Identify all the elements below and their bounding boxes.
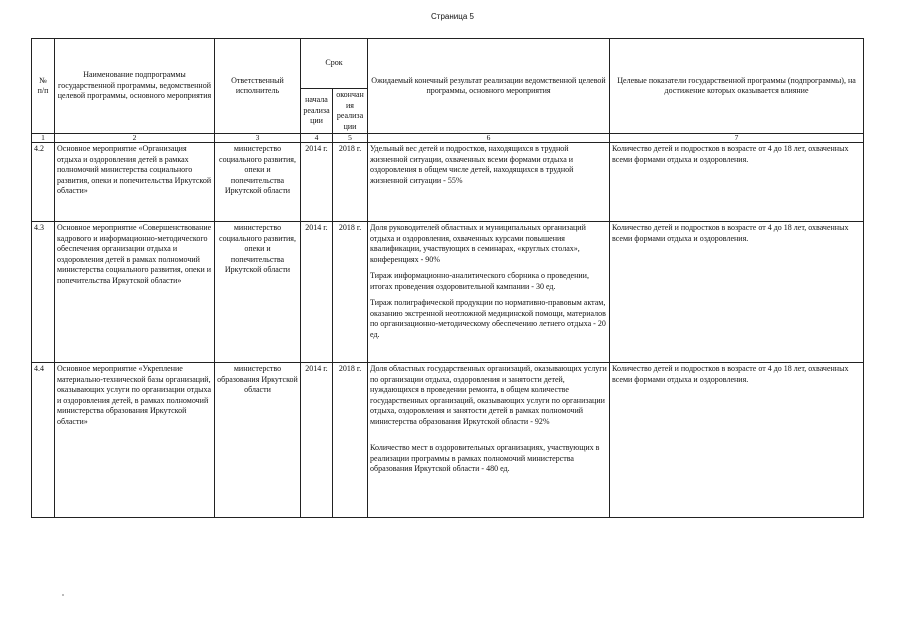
table-row <box>32 363 864 518</box>
row-start: 2014 г. <box>301 363 333 518</box>
row-number: 4.2 <box>32 143 55 222</box>
column-number: 6 <box>368 134 610 143</box>
row-start: 2014 г. <box>301 143 333 222</box>
result-paragraph: Доля областных государственных организаций, оказывающих услуги по организации отдыха, оздоровления и занятости детей, нуждающихся в проведении ремонта, в общем количестве государственных организаций, оказывающих услуги по организации отдыха, оздоровления и занятости детей в рамках полномочий министерства образования Иркутской области - 92% <box>370 364 607 426</box>
scan-speck <box>62 594 64 596</box>
row-end: 2018 г. <box>333 363 368 518</box>
column-number: 7 <box>610 134 864 143</box>
row-start: 2014 г. <box>301 222 333 363</box>
row-name: Основное мероприятие «Организация отдыха и оздоровления детей в рамках полномочий министерства социального развития, опеки и попечительства Иркутской области» <box>55 143 215 222</box>
column-number: 2 <box>55 134 215 143</box>
table-row <box>32 143 864 222</box>
column-number: 5 <box>333 134 368 143</box>
program-table <box>31 38 864 518</box>
header-name: Наименование подпрограммы государственной программы, ведомственной целевой программы, основного мероприятия <box>55 39 215 134</box>
result-paragraph: Количество мест в оздоровительных организациях, участвующих в реализации программы в рамках полномочий министерства образования Иркутской области - 480 ед. <box>370 443 600 473</box>
row-end: 2018 г. <box>333 143 368 222</box>
header-end: окончан ия реализа ции <box>333 89 368 134</box>
column-number-row <box>32 134 864 143</box>
row-responsible: министерство социального развития, опеки и попечительства Иркутской области <box>215 143 301 222</box>
row-responsible: министерство образования Иркутской области <box>215 363 301 518</box>
header-num: № п/п <box>32 39 55 134</box>
row-result <box>368 143 610 222</box>
row-name: Основное мероприятие «Совершенствование кадрового и информационно-методического обеспечения организации отдыха и оздоровления детей в рамках полномочий министерства социального развития, опеки и попечительства Иркутской области» <box>55 222 215 363</box>
header-responsible: Ответственный исполнитель <box>215 39 301 134</box>
row-responsible: министерство социального развития, опеки и попечительства Иркутской области <box>215 222 301 363</box>
row-indicators: Количество детей и подростков в возрасте от 4 до 18 лет, охваченных всеми формами отдыха и оздоровления. <box>610 143 864 222</box>
result-paragraph: Удельный вес детей и подростков, находящихся в трудной жизненной ситуации, охваченных всеми формами отдыха и оздоровления в общем числе детей, находящихся в трудной жизненной ситуации - 55% <box>370 144 574 185</box>
header-result: Ожидаемый конечный результат реализации ведомственной целевой программы, основного мероприятия <box>368 39 610 134</box>
result-paragraph: Доля руководителей областных и муниципальных организаций отдыха и оздоровления, охваченных курсами повышения квалификации, участвующих в семинарах, «круглых столах», конференциях - 90% <box>370 223 586 264</box>
result-paragraph: Тираж информационно-аналитического сборника о проведении, итогах проведения оздоровительной кампании - 30 ед. <box>370 271 589 291</box>
row-result <box>368 363 610 518</box>
column-number: 3 <box>215 134 301 143</box>
row-name: Основное мероприятие «Укрепление материально-технической базы организаций, оказывающих услуги по организации отдыха и оздоровления детей, в рамках полномочий министерства образования Иркутской области» <box>55 363 215 518</box>
header-term: Срок <box>301 39 368 89</box>
row-number: 4.4 <box>32 363 55 518</box>
result-paragraph: Тираж полиграфической продукции по нормативно-правовым актам, оказанию экстренной неотложной медицинской помощи, материалов по организационно-методическому обеспечению летнего отдыха - 20 ед. <box>370 298 606 339</box>
page-title: Страница 5 <box>431 12 474 21</box>
row-number: 4.3 <box>32 222 55 363</box>
column-number: 1 <box>32 134 55 143</box>
row-indicators: Количество детей и подростков в возрасте от 4 до 18 лет, охваченных всеми формами отдыха и оздоровления. <box>610 222 864 363</box>
row-result <box>368 222 610 363</box>
row-end: 2018 г. <box>333 222 368 363</box>
table-row <box>32 222 864 363</box>
header-start: начала реализа ции <box>301 89 333 134</box>
row-indicators: Количество детей и подростков в возрасте от 4 до 18 лет, охваченных всеми формами отдыха и оздоровления. <box>610 363 864 518</box>
header-indicators: Целевые показатели государственной программы (подпрограммы), на достижение которых оказывается влияние <box>610 39 864 134</box>
column-number: 4 <box>301 134 333 143</box>
